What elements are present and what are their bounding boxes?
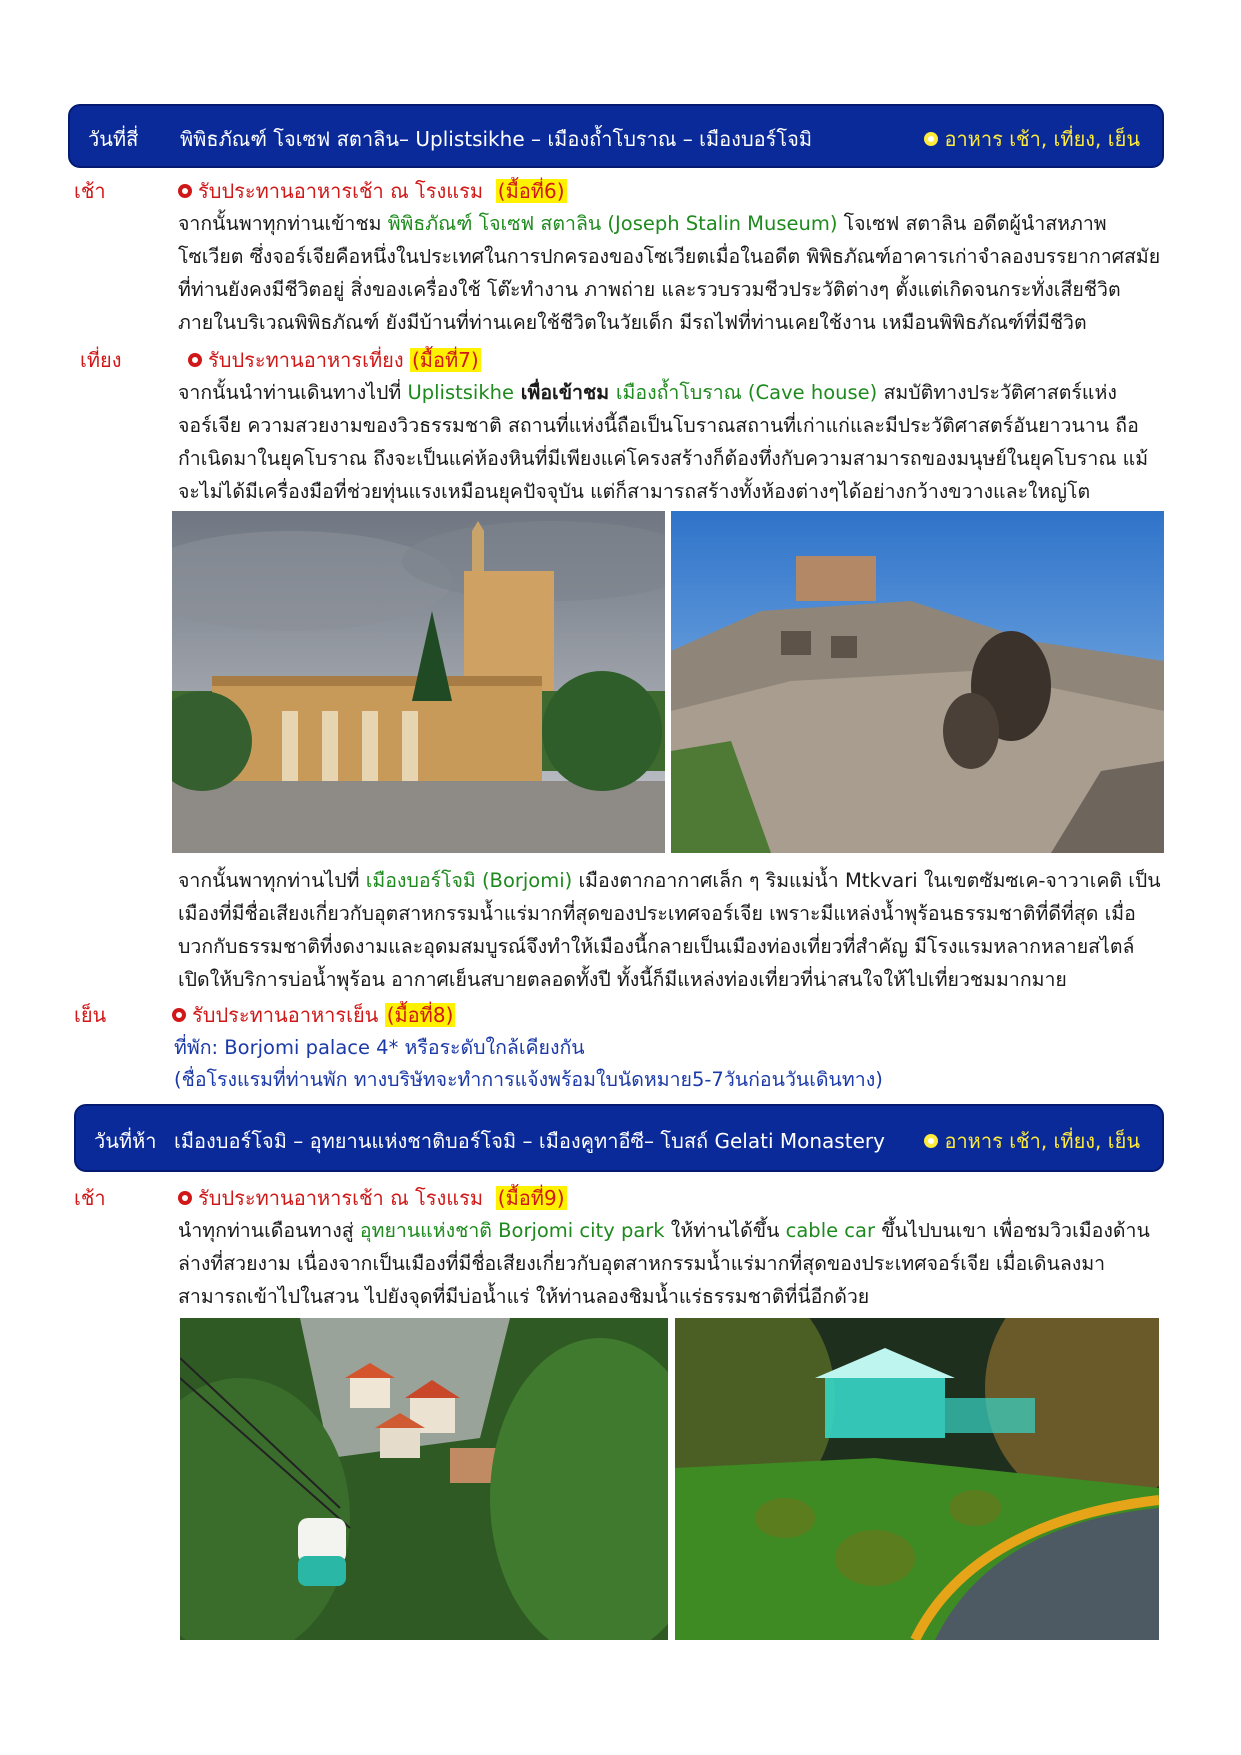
lunch-meal: รับประทานอาหารเที่ยง (มื้อที่7) (186, 344, 481, 376)
day4-banner (68, 104, 1164, 168)
meal-icon (186, 351, 204, 369)
meal-number: (มื้อที่9) (497, 1186, 565, 1210)
uplistsikhe-paragraph: จากนั้นนำท่านเดินทางไปที่ Uplistsikhe เพื่อเข้าชม เมืองถ้ำโบราณ (Cave house) สมบัติทางประวัติศาสตร์แห่งจอร์เจีย ความสวยงามของวิวธรรมชาติ สถานที่แห่งนี้ถือเป็นโบราณสถานที่เก่าแก่และมีประวัติศาสตร์อันยาวนาน ถือกำเนิดมาในยุคโบราณ ถึงจะเป็นแค่ห้องหินที่มีเพียงแค่โครงสร้างก็ต้องทึ่งกับความสามารถของมนุษย์ในยุคโบราณ แม้จะไม่ได้มีเครื่องมือที่ช่วยทุ่นแรงเหมือนยุคปัจจุบัน แต่ก็สามารถสร้างทั้งห้องต่างๆได้อย่างกว้างขวางและใหญ่โต (178, 381, 1149, 503)
hotel-note: (ชื่อโรงแรมที่ท่านพัก ทางบริษัทจะทำการแจ้งพร้อมใบนัดหมาย5-7วันก่อนวันเดินทาง) (174, 1068, 883, 1091)
breakfast-label: เช้า (74, 1186, 106, 1210)
breakfast-meal: รับประทานอาหารเช้า ณ โรงแรม (มื้อที่6) (176, 175, 567, 207)
meal-icon (170, 1006, 188, 1024)
meal-icon (176, 182, 194, 200)
mineral-spring-park-photo (675, 1318, 1159, 1640)
day5-meals: อาหาร เช้า, เที่ยง, เย็น (922, 1125, 1140, 1157)
stalin-museum-photo (172, 511, 665, 853)
breakfast-label: เช้า (74, 179, 106, 203)
lunch-label: เที่ยง (80, 348, 122, 372)
meal-number: (มื้อที่7) (411, 348, 479, 372)
stalin-museum-paragraph: จากนั้นพาทุกท่านเข้าชม พิพิธภัณฑ์ โจเซฟ สตาลิน (Joseph Stalin Museum) โจเซฟ สตาลิน อดีตผู้นำสหภาพโซเวียต ซึ่งจอร์เจียคือหนึ่งในประเทศในการปกครองของโซเวียตเมื่อในอดีต พิพิธภัณฑ์อาคารเก่าจำลองบรรยากาศสมัยที่ท่านยังคงมีชีวิตอยู่ สิ่งของเครื่องใช้ โต๊ะทำงาน ภาพถ่าย และรวบรวมชีวประวัติต่างๆ ตั้งแต่เกิดจนกระทั่งเสียชีวิต ภายในบริเวณพิพิธภัณฑ์ ยังมีบ้านที่ท่านเคยใช้ชีวิตในวัยเด็ก มีรถไฟที่ท่านเคยใช้งาน เหมือนพิพิธภัณฑ์ที่มีชีวิต (178, 212, 1161, 334)
meal-icon (922, 1132, 940, 1150)
borjomi-park-paragraph: นำทุกท่านเดือนทางสู่ อุทยานแห่งชาติ Borjomi city park ให้ท่านได้ขึ้น cable car ขึ้นไปบนเขา เพื่อชมวิวเมืองด้านล่างที่สวยงาม เนื่องจากเป็นเมืองที่มีชื่อเสียงเกี่ยวกับอุตสาหกรรมน้ำแร่มากที่สุดของประเทศจอร์เจีย เมื่อเดินลงมาสามารถเข้าไปในสวน ไปยังจุดที่มีบ่อน้ำแร่ ให้ท่านลองชิมน้ำแร่ธรรมชาติที่นี่อีกด้วย (178, 1219, 1150, 1308)
hotel-info: ที่พัก: Borjomi palace 4* หรือระดับใกล้เคียงกัน (174, 1036, 585, 1059)
cave-town-photo (671, 511, 1164, 853)
day5-banner (74, 1104, 1164, 1172)
dinner-meal: รับประทานอาหารเย็น (มื้อที่8) (170, 999, 455, 1031)
meal-icon (176, 1189, 194, 1207)
day4-meals: อาหาร เช้า, เที่ยง, เย็น (922, 123, 1140, 155)
day4-label: วันที่สี่ (88, 127, 139, 151)
dinner-label: เย็น (74, 1003, 107, 1027)
meal-number: (มื้อที่6) (497, 179, 565, 203)
day5-route: เมืองบอร์โจมิ – อุทยานแห่งชาติบอร์โจมิ – เมืองคูทาอีซี– โบสถ์ Gelati Monastery (174, 1129, 885, 1153)
borjomi-paragraph: จากนั้นพาทุกท่านไปที่ เมืองบอร์โจมิ (Borjomi) เมืองตากอากาศเล็ก ๆ ริมแม่น้ำ Mtkvari ในเขตซัมซเค-จาวาเคติ เป็นเมืองที่มีชื่อเสียงเกี่ยวกับอุตสาหกรรมน้ำแร่มากที่สุดของประเทศจอร์เจีย เพราะมีแหล่งน้ำพุร้อนธรรมชาติที่ดีที่สุด เมื่อบวกกับธรรมชาติที่งดงามและอุดมสมบูรณ์จึงทำให้เมืองนี้กลายเป็นเมืองท่องเที่ยวที่สำคัญ มีโรงแรมหลากหลายสไตล์เปิดให้บริการบ่อน้ำพุร้อน อากาศเย็นสบายตลอดทั้งปี ทั้งนี้ก็มีแหล่งท่องเที่ยวที่น่าสนใจให้ไปเที่ยวชมมากมาย (178, 869, 1161, 991)
meal-number: (มื้อที่8) (386, 1003, 454, 1027)
cable-car-photo (180, 1318, 668, 1640)
day5-label: วันที่ห้า (94, 1129, 157, 1153)
breakfast-meal: รับประทานอาหารเช้า ณ โรงแรม (มื้อที่9) (176, 1182, 567, 1214)
day4-route: พิพิธภัณฑ์ โจเซฟ สตาลิน– Uplistsikhe – เมืองถ้ำโบราณ – เมืองบอร์โจมิ (180, 127, 813, 151)
meal-icon (922, 130, 940, 148)
stalin-museum-link: พิพิธภัณฑ์ โจเซฟ สตาลิน (Joseph Stalin Museum) (387, 212, 838, 235)
